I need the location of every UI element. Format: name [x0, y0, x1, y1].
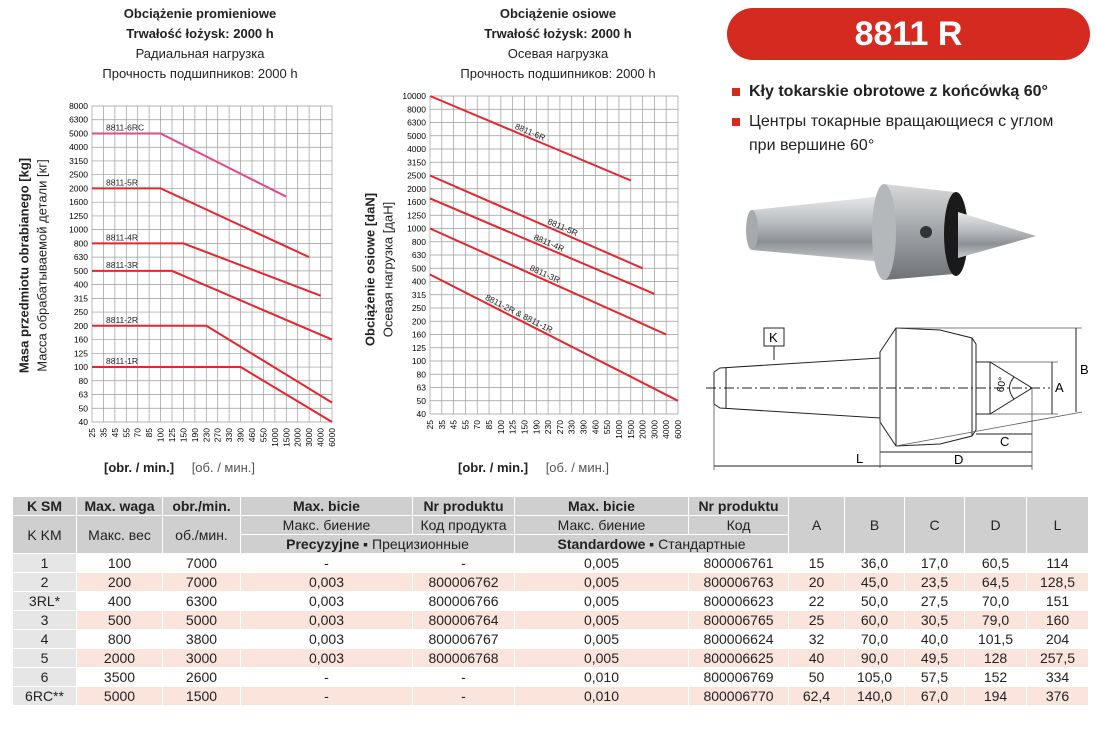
table-cell-o: 3800: [163, 630, 241, 649]
table-cell-sn: 800006624: [689, 630, 789, 649]
y-tick-label: 1000: [407, 223, 426, 234]
dim-d-label: D: [954, 452, 964, 467]
y-tick-label: 100: [411, 356, 426, 366]
x-tick-label: 85: [484, 420, 495, 430]
shank-end: [746, 210, 758, 250]
table-cell-o: 1500: [163, 687, 241, 706]
table-cell-sb: 0,005: [515, 649, 689, 668]
series-label: 8811-4R: [106, 232, 138, 243]
x-tick-label: 230: [201, 428, 212, 443]
y-tick-label: 50: [416, 395, 426, 406]
x-tick-label: 45: [109, 428, 120, 438]
x-tick-label: 6000: [327, 428, 337, 447]
x-tick-label: 4000: [661, 420, 672, 439]
shank-taper: [752, 196, 884, 262]
y-tick-label: 500: [411, 263, 426, 274]
table-cell-k: 3RL*: [13, 592, 77, 611]
housing-face: [872, 184, 896, 280]
axial-title-4: Прочность подшипников: 2000 h: [460, 66, 656, 81]
table-cell-sn: 800006625: [689, 649, 789, 668]
radial-xlabel-ru: [об. / мин.]: [191, 460, 256, 475]
table-cell-sb: 0,005: [515, 573, 689, 592]
table-cell-b: 90,0: [845, 649, 905, 668]
x-tick-label: 70: [472, 420, 483, 430]
radial-ylabel-ru: Масса обрабатываемой детали [кг]: [34, 159, 50, 372]
table-cell-c: 23,5: [905, 573, 965, 592]
header-kkm: K KM: [13, 516, 77, 554]
y-tick-label: 400: [411, 276, 426, 287]
y-tick-label: 6300: [407, 117, 426, 128]
radial-load-chart: [56, 96, 346, 456]
table-cell-k: 4: [13, 630, 77, 649]
table-cell-sb: 0,010: [515, 668, 689, 687]
table-cell-pb: -: [241, 554, 413, 573]
y-tick-label: 4000: [69, 142, 88, 153]
header-std-nr-ru: Код: [689, 516, 789, 535]
y-tick-label: 630: [73, 252, 88, 263]
header-precision: Precyzyjne ▪ Прецизионные: [241, 535, 515, 554]
axial-xlabel-pl: [obr. / min.]: [458, 460, 529, 475]
x-tick-label: 3000: [304, 428, 315, 447]
series-line: [92, 188, 309, 257]
square-bullet-icon: [732, 118, 740, 126]
table-cell-c: 30,5: [905, 611, 965, 630]
table-cell-o: 6300: [163, 592, 241, 611]
y-tick-label: 5000: [69, 128, 88, 139]
table-cell-sn: 800006763: [689, 573, 789, 592]
table-cell-b: 36,0: [845, 554, 905, 573]
logo-mark: [920, 226, 932, 238]
x-tick-label: 270: [554, 420, 565, 435]
x-tick-label: 1000: [613, 420, 624, 439]
series-label: 8811-3R: [106, 259, 138, 270]
table-cell-c: 17,0: [905, 554, 965, 573]
x-tick-label: 150: [519, 420, 530, 435]
drawing-housing: [880, 328, 976, 446]
header-ves: Макс. вес: [77, 516, 163, 554]
table-cell-d: 64,5: [965, 573, 1027, 592]
table-cell-o: 5000: [163, 611, 241, 630]
table-cell-sn: 800006623: [689, 592, 789, 611]
table-cell-w: 100: [77, 554, 163, 573]
table-cell-pb: 0,003: [241, 649, 413, 668]
header-std-bicie-ru: Макс. биение: [515, 516, 689, 535]
x-tick-label: 70: [132, 428, 143, 438]
table-cell-o: 7000: [163, 573, 241, 592]
header-prec-nr: Nr produktu: [413, 497, 515, 516]
x-tick-label: 35: [98, 428, 109, 438]
x-tick-label: 2000: [292, 428, 303, 447]
series-label: 8811-3R: [528, 262, 562, 285]
feature-item-pl: Kły tokarskie obrotowe z końcówką 60°: [732, 80, 1092, 104]
x-tick-label: 150: [178, 428, 189, 443]
table-cell-d: 60,5: [965, 554, 1027, 573]
table-cell-sb: 0,005: [515, 592, 689, 611]
table-cell-sb: 0,005: [515, 554, 689, 573]
table-cell-pb: -: [241, 668, 413, 687]
table-cell-a: 25: [789, 611, 845, 630]
axial-title-1: Obciążenie osiowe: [499, 6, 617, 21]
axial-xlabel: [458, 460, 609, 475]
x-tick-label: 330: [224, 428, 235, 443]
header-c: C: [905, 497, 965, 554]
table-cell-w: 800: [77, 630, 163, 649]
x-tick-label: 230: [543, 420, 554, 435]
table-cell-pn: -: [413, 554, 515, 573]
square-bullet-icon: [732, 88, 740, 96]
table-row: [13, 554, 1089, 573]
table-cell-k: 1: [13, 554, 77, 573]
table-cell-pn: 800006762: [413, 573, 515, 592]
table-cell-d: 194: [965, 687, 1027, 706]
center-point: [958, 212, 1036, 258]
angle-label: 60°: [995, 376, 1009, 394]
table-row: [13, 573, 1089, 592]
table-cell-w: 3500: [77, 668, 163, 687]
table-cell-d: 79,0: [965, 611, 1027, 630]
axial-ylabel-ru: Осевая нагрузка [даН]: [380, 201, 396, 338]
header-prec-bicie: Max. bicie: [241, 497, 413, 516]
x-tick-label: 390: [235, 428, 246, 443]
radial-xlabel-pl: [obr. / min.]: [104, 460, 175, 475]
x-tick-label: 6000: [673, 420, 683, 439]
y-tick-label: 160: [73, 334, 88, 345]
table-cell-d: 70,0: [965, 592, 1027, 611]
header-prec-bicie-ru: Макс. биение: [241, 516, 413, 535]
x-tick-label: 550: [602, 420, 613, 435]
y-tick-label: 800: [411, 236, 426, 247]
series-label: 8811-6RC: [106, 122, 145, 133]
x-tick-label: 460: [590, 420, 601, 435]
table-cell-k: 6RC**: [13, 687, 77, 706]
x-tick-label: 100: [495, 420, 506, 435]
series-line: [430, 275, 678, 401]
spec-table: [12, 496, 1089, 706]
x-tick-label: 55: [121, 428, 132, 438]
header-l: L: [1027, 497, 1089, 554]
x-tick-label: 270: [212, 428, 223, 443]
table-cell-l: 128,5: [1027, 573, 1089, 592]
y-tick-label: 1000: [69, 224, 88, 235]
x-tick-label: 100: [155, 428, 166, 443]
header-std-nr: Nr produktu: [689, 497, 789, 516]
table-cell-c: 40,0: [905, 630, 965, 649]
header-ksm: K SM: [13, 497, 77, 516]
table-cell-pb: 0,003: [241, 592, 413, 611]
table-cell-a: 20: [789, 573, 845, 592]
table-cell-a: 32: [789, 630, 845, 649]
table-cell-l: 376: [1027, 687, 1089, 706]
y-tick-label: 1600: [407, 197, 426, 207]
table-cell-b: 45,0: [845, 573, 905, 592]
x-tick-label: 190: [531, 420, 542, 435]
table-cell-pb: -: [241, 687, 413, 706]
dim-k-label: K: [769, 330, 778, 345]
y-tick-label: 630: [411, 250, 426, 260]
y-tick-label: 2000: [407, 183, 426, 194]
axial-title-2: Trwałość łożysk: 2000 h: [484, 26, 632, 41]
table-cell-a: 62,4: [789, 687, 845, 706]
y-tick-label: 80: [78, 375, 88, 386]
x-tick-label: 460: [247, 428, 257, 443]
table-cell-c: 27,5: [905, 592, 965, 611]
series-line: [430, 96, 631, 181]
radial-title-4: Прочность подшипников: 2000 h: [102, 66, 298, 81]
radial-chart-title: [80, 4, 320, 84]
table-cell-l: 160: [1027, 611, 1089, 630]
feature-item-ru: Центры токарные вращающиеся с углом при вершине 60°: [732, 110, 1092, 158]
y-tick-label: 125: [411, 342, 426, 353]
series-label: 8811-6R: [513, 121, 547, 143]
table-cell-w: 200: [77, 573, 163, 592]
y-tick-label: 315: [411, 289, 426, 300]
table-cell-k: 6: [13, 668, 77, 687]
table-cell-sn: 800006765: [689, 611, 789, 630]
header-d: D: [965, 497, 1027, 554]
y-tick-label: 1250: [69, 210, 88, 221]
table-cell-k: 3: [13, 611, 77, 630]
table-cell-pn: -: [413, 668, 515, 687]
x-tick-label: 3000: [649, 420, 660, 439]
series-label: 8811-5R: [546, 216, 580, 239]
dim-a-label: A: [1055, 380, 1064, 395]
table-cell-pb: 0,003: [241, 611, 413, 630]
table-cell-a: 22: [789, 592, 845, 611]
table-cell-l: 334: [1027, 668, 1089, 687]
table-cell-l: 114: [1027, 554, 1089, 573]
y-tick-label: 250: [73, 307, 88, 318]
table-cell-sn: 800006770: [689, 687, 789, 706]
table-cell-o: 7000: [163, 554, 241, 573]
series-label: 8811-2R & 8811-1R: [483, 292, 555, 335]
dim-c-label: C: [1000, 434, 1010, 449]
series-label: 8811-2R: [106, 314, 138, 325]
y-tick-label: 3150: [69, 155, 88, 166]
y-tick-label: 40: [78, 417, 88, 427]
y-tick-label: 2500: [69, 169, 88, 180]
radial-ylabel-pl: Masa przedmiotu obrabianego [kg]: [16, 157, 32, 374]
y-tick-label: 50: [78, 403, 88, 414]
header-standard: Standardowe ▪ Стандартные: [515, 535, 789, 554]
radial-xlabel: [104, 460, 255, 475]
y-tick-label: 80: [416, 369, 426, 380]
table-cell-c: 67,0: [905, 687, 965, 706]
radial-title-3: Радиальная нагрузка: [135, 46, 265, 61]
header-std-bicie: Max. bicie: [515, 497, 689, 516]
technical-drawing: [700, 322, 1092, 472]
y-tick-label: 250: [411, 303, 426, 313]
x-tick-label: 550: [258, 428, 269, 443]
table-cell-l: 204: [1027, 630, 1089, 649]
y-tick-label: 315: [73, 293, 88, 304]
x-tick-label: 125: [167, 428, 177, 443]
table-cell-l: 257,5: [1027, 649, 1089, 668]
y-tick-label: 800: [73, 238, 88, 249]
y-tick-label: 200: [411, 316, 426, 327]
radial-title-1: Obciążenie promieniowe: [123, 6, 277, 21]
table-cell-sb: 0,010: [515, 687, 689, 706]
header-b: B: [845, 497, 905, 554]
y-tick-label: 125: [73, 348, 88, 359]
table-cell-d: 101,5: [965, 630, 1027, 649]
y-tick-label: 200: [73, 320, 88, 331]
x-tick-label: 190: [189, 428, 200, 443]
table-cell-k: 5: [13, 649, 77, 668]
table-cell-d: 128: [965, 649, 1027, 668]
table-row: [13, 687, 1089, 706]
x-tick-label: 25: [87, 428, 97, 438]
y-tick-label: 3150: [407, 157, 426, 168]
y-tick-label: 2000: [69, 183, 88, 194]
x-tick-label: 25: [425, 420, 435, 430]
grid: [430, 96, 678, 414]
table-cell-pn: 800006768: [413, 649, 515, 668]
y-tick-label: 100: [73, 362, 88, 373]
table-cell-pb: 0,003: [241, 573, 413, 592]
x-tick-label: 1000: [269, 428, 280, 447]
table-cell-sb: 0,005: [515, 630, 689, 649]
x-tick-label: 45: [448, 420, 459, 430]
x-tick-label: 85: [144, 428, 155, 438]
y-tick-label: 160: [411, 329, 426, 340]
x-tick-label: 35: [436, 420, 447, 430]
table-cell-o: 2600: [163, 668, 241, 687]
header-waga: Max. waga: [77, 497, 163, 516]
table-cell-o: 3000: [163, 649, 241, 668]
y-tick-label: 5000: [407, 130, 426, 141]
y-tick-label: 63: [78, 389, 88, 400]
y-tick-label: 8000: [407, 104, 426, 115]
table-cell-sb: 0,005: [515, 611, 689, 630]
axial-chart-title: [418, 4, 698, 84]
header-obr: obr./min.: [163, 497, 241, 516]
table-row: [13, 611, 1089, 630]
table-cell-d: 152: [965, 668, 1027, 687]
product-photo: [744, 166, 1044, 286]
table-cell-pb: 0,003: [241, 630, 413, 649]
x-tick-label: 55: [460, 420, 471, 430]
table-cell-a: 50: [789, 668, 845, 687]
table-row: [13, 630, 1089, 649]
axial-load-chart: [394, 86, 694, 456]
table-cell-k: 2: [13, 573, 77, 592]
feature-list: [732, 80, 1092, 158]
table-cell-l: 151: [1027, 592, 1089, 611]
table-cell-w: 2000: [77, 649, 163, 668]
table-cell-w: 500: [77, 611, 163, 630]
table-cell-pn: 800006764: [413, 611, 515, 630]
dim-b-label: B: [1080, 362, 1089, 377]
product-banner: 8811 R: [727, 8, 1090, 60]
x-tick-label: 2000: [637, 420, 648, 439]
dim-l-label: L: [856, 451, 864, 466]
series-label: 8811-1R: [106, 356, 138, 367]
radial-title-2: Trwałość łożysk: 2000 h: [126, 26, 274, 41]
table-cell-c: 57,5: [905, 668, 965, 687]
table-row: [13, 592, 1089, 611]
y-tick-label: 500: [73, 265, 88, 276]
y-tick-label: 8000: [69, 101, 88, 111]
table-cell-a: 40: [789, 649, 845, 668]
table-row: [13, 668, 1089, 687]
x-tick-label: 1500: [625, 420, 636, 439]
x-tick-label: 390: [578, 420, 589, 435]
y-tick-label: 400: [73, 279, 88, 290]
x-tick-label: 4000: [315, 428, 326, 447]
table-cell-b: 60,0: [845, 611, 905, 630]
header-a: A: [789, 497, 845, 554]
y-tick-label: 2500: [407, 170, 426, 181]
table-cell-pn: 800006766: [413, 592, 515, 611]
header-obr-ru: об./мин.: [163, 516, 241, 554]
y-tick-label: 4000: [407, 144, 426, 154]
table-cell-pn: 800006767: [413, 630, 515, 649]
x-tick-label: 1500: [281, 428, 292, 447]
series-label: 8811-5R: [106, 177, 138, 188]
table-cell-c: 49,5: [905, 649, 965, 668]
y-tick-label: 63: [416, 382, 426, 393]
table-cell-b: 50,0: [845, 592, 905, 611]
table-cell-b: 70,0: [845, 630, 905, 649]
table-cell-w: 400: [77, 592, 163, 611]
x-tick-label: 125: [507, 420, 518, 435]
y-tick-label: 6300: [69, 114, 88, 125]
series-label: 8811-4R: [532, 231, 566, 254]
table-cell-b: 140,0: [845, 687, 905, 706]
y-tick-label: 1600: [69, 197, 88, 208]
table-cell-sn: 800006761: [689, 554, 789, 573]
table-cell-w: 5000: [77, 687, 163, 706]
axial-xlabel-ru: [об. / мин.]: [545, 460, 610, 475]
table-cell-b: 105,0: [845, 668, 905, 687]
y-tick-label: 1250: [407, 210, 426, 221]
y-tick-label: 40: [416, 409, 426, 419]
x-tick-label: 330: [566, 420, 577, 435]
table-cell-pn: -: [413, 687, 515, 706]
header-prec-nr-ru: Код продукта: [413, 516, 515, 535]
axial-title-3: Осевая нагрузка: [507, 46, 609, 61]
table-row: [13, 649, 1089, 668]
table-cell-a: 15: [789, 554, 845, 573]
y-tick-label: 10000: [402, 91, 426, 101]
table-cell-sn: 800006769: [689, 668, 789, 687]
axial-ylabel-pl: Obciążenie osiowe [daN]: [362, 192, 378, 347]
